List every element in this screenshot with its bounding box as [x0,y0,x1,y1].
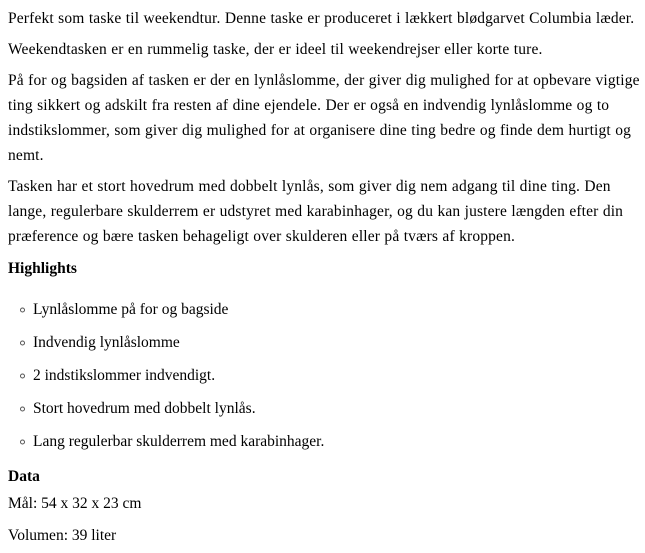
paragraph-main-compartment: Tasken har et stort hovedrum med dobbelt lynlås, som giver dig nem adgang til dine ting. Den lange, regulerbare skulderrem er udstyret med karabinhager, og du kan justere længden efter din præference og bære tasken behageligt over skulderen eller på tværs af kroppen. [8,178,624,245]
list-item-label: Lang regulerbar skulderrem med karabinhager. [33,432,325,450]
paragraph-roominess: Weekendtasken er en rummelig taske, der er ideel til weekendrejser eller korte ture. [8,41,543,58]
hollow-circle-bullet-icon [20,439,25,444]
list-item [8,293,641,326]
list-top-spacer [8,284,641,293]
hollow-circle-bullet-icon [20,373,25,378]
list-item [8,425,641,458]
data-heading: Data [8,468,40,485]
hollow-circle-bullet-icon [20,307,25,312]
highlights-list [8,293,641,458]
list-item [8,326,641,359]
list-item-label: Stort hovedrum med dobbelt lynlås. [33,399,256,417]
data-volume: Volumen: 39 liter [8,527,117,544]
data-dimensions: Mål: 54 x 32 x 23 cm [8,495,142,512]
list-item-label: Indvendig lynlåslomme [33,333,180,351]
list-item-label: Lynlåslomme på for og bagside [33,300,229,318]
paragraph-pockets: På for og bagsiden af tasken er der en lynlåslomme, der giver dig mulighed for at opbevare vigtige ting sikkert og adskilt fra resten af dine ejendele. Der er også en indvendig lynlåslomme og to indstikslommer, som giver dig mulighed for at organisere dine ting bedre og finde dem hurtigt og nemt. [8,72,640,164]
list-item [8,392,641,425]
highlights-heading: Highlights [8,260,77,277]
paragraph-intro: Perfekt som taske til weekendtur. Denne taske er produceret i lækkert blødgarvet Columbia læder. [8,10,635,27]
hollow-circle-bullet-icon [20,340,25,345]
list-item-label: 2 indstikslommer indvendigt. [33,366,216,384]
hollow-circle-bullet-icon [20,406,25,411]
list-item [8,359,641,392]
